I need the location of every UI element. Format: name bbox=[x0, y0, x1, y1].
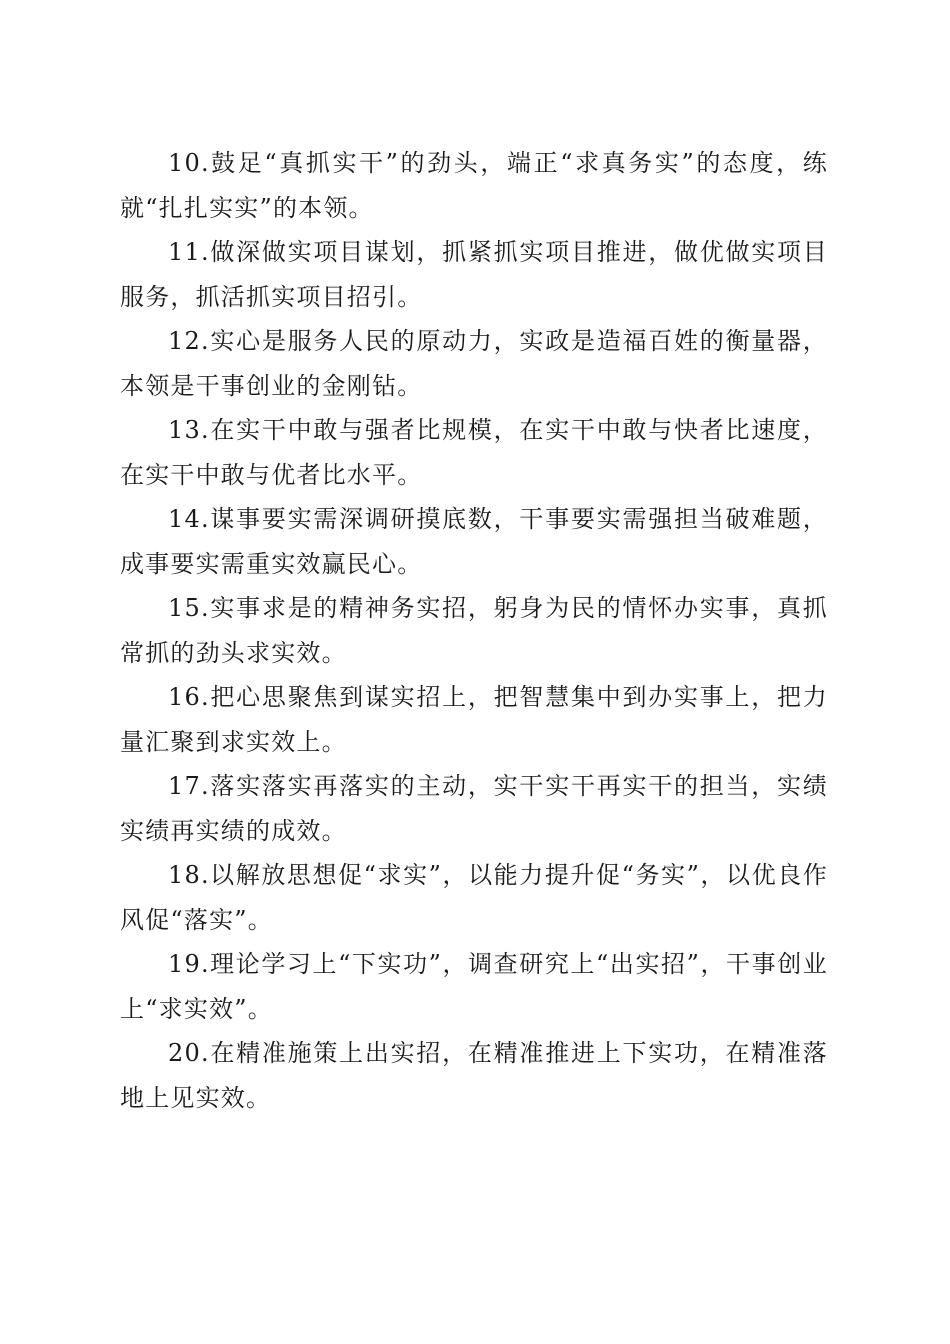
list-item: 16.把心思聚焦到谋实招上，把智慧集中到办实事上，把力量汇聚到求实效上。 bbox=[120, 683, 828, 756]
list-item: 12.实心是服务人民的原动力，实政是造福百姓的衡量器，本领是干事创业的金刚钻。 bbox=[120, 327, 828, 400]
list-item: 11.做深做实项目谋划，抓紧抓实项目推进，做优做实项目服务，抓活抓实项目招引。 bbox=[120, 238, 828, 311]
list-item: 18.以解放思想促“求实”，以能力提升促“务实”，以优良作风促“落实”。 bbox=[120, 861, 828, 934]
document-body bbox=[120, 141, 828, 1120]
list-item: 19.理论学习上“下实功”，调查研究上“出实招”，干事创业上“求实效”。 bbox=[120, 950, 828, 1023]
list-item: 20.在精准施策上出实招，在精准推进上下实功，在精准落地上见实效。 bbox=[120, 1039, 828, 1112]
list-item: 15.实事求是的精神务实招，躬身为民的情怀办实事，真抓常抓的劲头求实效。 bbox=[120, 594, 828, 667]
list-item: 14.谋事要实需深调研摸底数，干事要实需强担当破难题，成事要实需重实效赢民心。 bbox=[120, 505, 828, 578]
list-item: 17.落实落实再落实的主动，实干实干再实干的担当，实绩实绩再实绩的成效。 bbox=[120, 772, 828, 845]
list-item: 10.鼓足“真抓实干”的劲头，端正“求真务实”的态度，练就“扎扎实实”的本领。 bbox=[120, 149, 828, 222]
list-item: 13.在实干中敢与强者比规模，在实干中敢与快者比速度，在实干中敢与优者比水平。 bbox=[120, 416, 828, 489]
